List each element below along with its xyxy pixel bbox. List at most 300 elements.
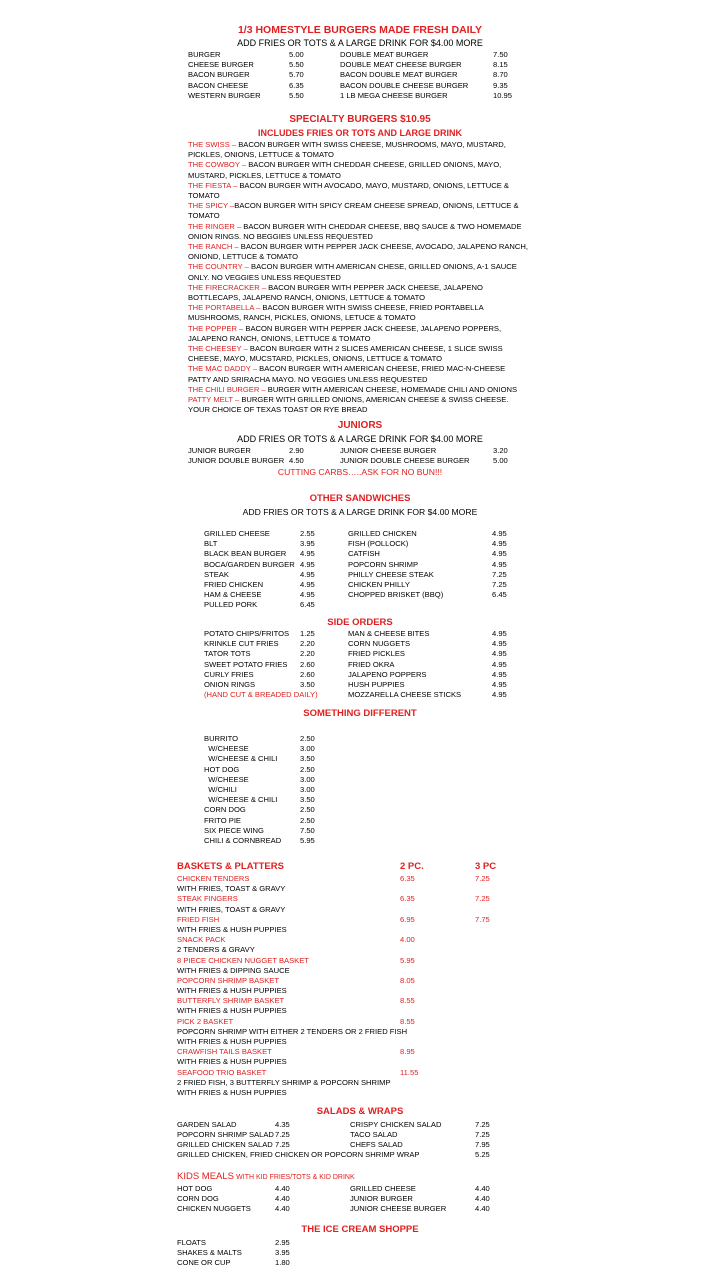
basket-row bbox=[177, 956, 517, 966]
specialty-item bbox=[188, 385, 528, 395]
sides-row bbox=[204, 639, 329, 649]
specialty-item-desc: BACON BURGER WITH SWISS CHEESE, FRIED PORTABELLA MUSHROOMS, RANCH, PICKLES, ONIONS, LETUCE & TOMATO bbox=[188, 303, 484, 323]
sandwiches-item-price: 4.95 bbox=[300, 559, 315, 569]
basket-item-desc: 2 TENDERS & GRAVY bbox=[177, 945, 255, 955]
specialty-item-name: THE CHEESEY – bbox=[188, 344, 248, 354]
salads-wrap-row bbox=[0, 1150, 720, 1160]
basket-item-name: SNACK PACK bbox=[177, 935, 226, 945]
sides-item-price: 2.20 bbox=[300, 639, 315, 649]
different-item-name: W/CHEESE & CHILI bbox=[204, 795, 278, 805]
basket-row bbox=[177, 935, 517, 945]
salads-wrap-name: GRILLED CHICKEN, FRIED CHICKEN OR POPCORN SHRIMP WRAP bbox=[177, 1150, 420, 1159]
basket-row bbox=[177, 1017, 517, 1027]
baskets-list bbox=[177, 874, 517, 1098]
basket-row bbox=[177, 915, 517, 925]
basket-item-desc: WITH FRIES & HUSH PUPPIES bbox=[177, 1037, 287, 1046]
specialty-item-name: THE COUNTRY – bbox=[188, 262, 249, 272]
sandwiches-item-price: 4.95 bbox=[300, 569, 315, 579]
specialty-item bbox=[188, 395, 528, 415]
basket-row bbox=[177, 1068, 517, 1078]
basket-item-desc: WITH FRIES & HUSH PUPPIES bbox=[177, 924, 287, 934]
different-row bbox=[204, 754, 329, 764]
kids-item-name: JUNIOR CHEESE BURGER bbox=[350, 1204, 447, 1214]
sandwiches-row bbox=[348, 549, 506, 559]
sandwiches-row bbox=[348, 529, 506, 539]
different-item-name: BURRITO bbox=[204, 734, 239, 743]
salads-row bbox=[0, 1120, 720, 1130]
homestyle-item-price: 5.50 bbox=[289, 90, 304, 100]
homestyle-item-name: DOUBLE MEAT CHEESE BURGER bbox=[340, 60, 462, 70]
sides-row bbox=[204, 670, 329, 680]
sides-item-name: JALAPENO POPPERS bbox=[348, 669, 427, 679]
specialty-title: SPECIALTY BURGERS $10.95 bbox=[289, 114, 431, 125]
juniors-item-price: 5.00 bbox=[493, 456, 508, 466]
sandwiches-item-price: 6.45 bbox=[492, 590, 507, 600]
icecream-title: THE ICE CREAM SHOPPE bbox=[301, 1224, 419, 1235]
different-title: SOMETHING DIFFERENT bbox=[303, 708, 417, 719]
different-item-name: W/CHEESE bbox=[204, 744, 249, 754]
icecream-item-price: 2.95 bbox=[275, 1238, 290, 1247]
specialty-item-name: THE FIESTA – bbox=[188, 180, 238, 190]
basket-row bbox=[177, 874, 517, 884]
different-item-name: CHILI & CORNBREAD bbox=[204, 835, 282, 845]
kids-row bbox=[0, 1184, 720, 1194]
salads-item-price: 7.95 bbox=[475, 1140, 490, 1150]
sandwiches-item-name: PHILLY CHEESE STEAK bbox=[348, 569, 434, 579]
homestyle-item-price: 5.00 bbox=[289, 50, 304, 59]
basket-item-price-3pc: 7.25 bbox=[475, 874, 490, 883]
juniors-subtitle: ADD FRIES OR TOTS & A LARGE DRINK FOR $4.00 MORE bbox=[237, 434, 483, 444]
basket-item-name: CHICKEN TENDERS bbox=[177, 874, 250, 883]
specialty-item-desc: BACON BURGER WITH AMERICAN CHEESE, FRIED MAC-N-CHEESE PATTY AND SRIRACHA MAYO. NO VEGGIES UNLESS REQUESTED bbox=[188, 364, 506, 384]
specialty-item-name: PATTY MELT – bbox=[188, 395, 240, 405]
different-item-name: SIX PIECE WING bbox=[204, 825, 264, 835]
sandwiches-item-name: STEAK bbox=[204, 569, 229, 579]
sides-item-price: 4.95 bbox=[492, 639, 507, 649]
kids-row bbox=[0, 1194, 720, 1204]
salads-wrap-price: 5.25 bbox=[475, 1150, 490, 1159]
sandwiches-item-price: 4.95 bbox=[492, 529, 507, 538]
juniors-row bbox=[0, 456, 720, 466]
different-row bbox=[204, 775, 329, 785]
different-item-name: W/CHEESE & CHILI bbox=[204, 754, 278, 764]
sides-item-price: 2.60 bbox=[300, 669, 315, 679]
kids-item-price: 4.40 bbox=[275, 1184, 290, 1193]
basket-item-price-2pc: 8.05 bbox=[400, 975, 415, 985]
sandwiches-item-name: FRIED CHICKEN bbox=[204, 579, 264, 589]
kids-item-name: HOT DOG bbox=[177, 1184, 213, 1193]
specialty-item bbox=[188, 283, 528, 303]
salads-item-price: 7.25 bbox=[275, 1130, 290, 1140]
sandwiches-item-price: 7.25 bbox=[492, 579, 507, 589]
different-item-price: 2.50 bbox=[300, 805, 315, 815]
kids-item-name: CHICKEN NUGGETS bbox=[177, 1204, 251, 1214]
sandwiches-row bbox=[348, 560, 506, 570]
sides-item-price: 2.20 bbox=[300, 649, 315, 659]
icecream-item-price: 3.95 bbox=[275, 1248, 290, 1258]
sides-item-name: ONION RINGS bbox=[204, 679, 256, 689]
different-row bbox=[204, 816, 329, 826]
basket-item-desc: WITH FRIES & HUSH PUPPIES bbox=[177, 986, 287, 996]
icecream-row bbox=[177, 1248, 302, 1258]
specialty-list bbox=[188, 140, 528, 415]
sides-item-price: 4.95 bbox=[492, 629, 507, 638]
specialty-item-name: THE POPPER – bbox=[188, 323, 244, 333]
basket-item-price-2pc: 8.95 bbox=[400, 1047, 415, 1057]
specialty-item-desc: BACON BURGER WITH AMERICAN CHESE, GRILLED ONIONS, A-1 SAUCE ONLY. NO VEGGIES UNLESS REQUESTED bbox=[188, 262, 517, 282]
icecream-item-price: 1.80 bbox=[275, 1258, 290, 1268]
salads-item-price: 7.25 bbox=[475, 1130, 490, 1140]
different-item-name: W/CHILI bbox=[204, 784, 237, 794]
sides-item-name: CURLY FRIES bbox=[204, 669, 254, 679]
specialty-item-name: THE SWISS – bbox=[188, 140, 237, 149]
specialty-item-desc: BACON BURGER WITH CHEDDAR CHEESE, GRILLED ONIONS, MAYO, MUSTARD, PICKLES, LETTUCE & TOMATO bbox=[188, 160, 502, 180]
salads-item-name: GRILLED CHICKEN SALAD bbox=[177, 1140, 273, 1150]
sides-item-name: KRINKLE CUT FRIES bbox=[204, 639, 279, 649]
homestyle-item-name: BACON CHEESE bbox=[188, 80, 249, 90]
different-item-name: FRITO PIE bbox=[204, 815, 241, 825]
different-row bbox=[204, 836, 329, 846]
juniors-note: CUTTING CARBS…..ASK FOR NO BUN!!! bbox=[277, 467, 443, 477]
sides-item-name: MOZZARELLA CHEESE STICKS bbox=[348, 690, 462, 700]
basket-item-price-2pc: 4.00 bbox=[400, 935, 415, 945]
sides-item-price: 4.95 bbox=[492, 679, 507, 689]
different-item-name: CORN DOG bbox=[204, 805, 246, 815]
juniors-item-name: JUNIOR BURGER bbox=[188, 446, 251, 455]
different-item-price: 3.00 bbox=[300, 784, 315, 794]
specialty-item-name: THE RINGER – bbox=[188, 221, 242, 231]
sandwiches-item-price: 4.95 bbox=[492, 539, 507, 549]
different-row bbox=[204, 805, 329, 815]
kids-item-price: 4.40 bbox=[475, 1204, 490, 1214]
specialty-item bbox=[188, 324, 528, 344]
homestyle-item-price: 6.35 bbox=[289, 80, 304, 90]
basket-item-desc: WITH FRIES & HUSH PUPPIES bbox=[177, 1057, 287, 1067]
specialty-item bbox=[188, 364, 528, 384]
salads-item-name: TACO SALAD bbox=[350, 1130, 398, 1140]
sandwiches-item-name: HAM & CHEESE bbox=[204, 590, 262, 600]
sides-right-list bbox=[348, 629, 506, 700]
kids-title-row bbox=[177, 1172, 355, 1183]
juniors-row bbox=[0, 446, 720, 456]
homestyle-item-price: 8.70 bbox=[493, 70, 508, 80]
salads-item-name: CHEFS SALAD bbox=[350, 1140, 403, 1150]
kids-item-price: 4.40 bbox=[475, 1194, 490, 1204]
sides-item-price: 3.50 bbox=[300, 679, 315, 689]
sides-row bbox=[348, 639, 506, 649]
different-item-price: 3.50 bbox=[300, 754, 315, 764]
different-row bbox=[204, 734, 329, 744]
homestyle-item-name: BACON DOUBLE CHEESE BURGER bbox=[340, 80, 469, 90]
sides-note: (HAND CUT & BREADED DAILY) bbox=[204, 690, 318, 699]
sandwiches-item-price: 7.25 bbox=[492, 569, 507, 579]
sandwiches-row bbox=[204, 560, 329, 570]
sandwiches-row bbox=[348, 590, 506, 600]
sides-item-price: 4.95 bbox=[492, 669, 507, 679]
sandwiches-item-name: FISH (POLLOCK) bbox=[348, 539, 409, 549]
sides-item-name: POTATO CHIPS/FRITOS bbox=[204, 629, 290, 638]
homestyle-item-name: BACON BURGER bbox=[188, 70, 250, 80]
sandwiches-item-name: GRILLED CHICKEN bbox=[348, 529, 417, 538]
different-item-price: 3.00 bbox=[300, 774, 315, 784]
specialty-item bbox=[188, 140, 528, 160]
different-item-price: 7.50 bbox=[300, 825, 315, 835]
baskets-col-2pc: 2 PC. bbox=[400, 861, 424, 872]
sandwiches-right-list bbox=[348, 529, 506, 600]
sandwiches-item-name: BLT bbox=[204, 539, 218, 549]
juniors-item-price: 3.20 bbox=[493, 446, 508, 455]
sides-item-name: MAN & CHEESE BITES bbox=[348, 629, 430, 638]
homestyle-subtitle: ADD FRIES OR TOTS & A LARGE DRINK FOR $4.00 MORE bbox=[237, 38, 483, 48]
juniors-title: JUNIORS bbox=[337, 420, 383, 431]
sides-item-price: 1.25 bbox=[300, 629, 315, 638]
sandwiches-item-price: 2.55 bbox=[300, 529, 315, 538]
homestyle-item-name: BACON DOUBLE MEAT BURGER bbox=[340, 70, 458, 80]
salads-row bbox=[0, 1130, 720, 1140]
specialty-item bbox=[188, 262, 528, 282]
kids-item-price: 4.40 bbox=[275, 1194, 290, 1204]
sandwiches-item-price: 4.95 bbox=[300, 549, 315, 559]
basket-item-price-2pc: 6.35 bbox=[400, 894, 415, 904]
sides-row bbox=[204, 680, 329, 690]
different-row bbox=[204, 785, 329, 795]
homestyle-item-price: 10.95 bbox=[493, 90, 513, 100]
sandwiches-item-name: CHICKEN PHILLY bbox=[348, 579, 410, 589]
basket-item-name: BUTTERFLY SHRIMP BASKET bbox=[177, 996, 285, 1006]
sides-row bbox=[348, 690, 506, 700]
basket-row bbox=[177, 1047, 517, 1057]
different-item-price: 5.95 bbox=[300, 835, 315, 845]
different-row bbox=[204, 795, 329, 805]
sandwiches-item-name: POPCORN SHRIMP bbox=[348, 559, 419, 569]
basket-item-desc: POPCORN SHRIMP WITH EITHER 2 TENDERS OR 2 FRIED FISH bbox=[177, 1026, 408, 1036]
homestyle-row bbox=[0, 81, 720, 91]
basket-item-desc: WITH FRIES & DIPPING SAUCE bbox=[177, 965, 290, 975]
different-list bbox=[204, 734, 329, 846]
icecream-item-name: SHAKES & MALTS bbox=[177, 1248, 242, 1258]
sandwiches-row bbox=[348, 580, 506, 590]
specialty-item-desc: BACON BURGER WITH SPICY CREAM CHEESE SPREAD, ONIONS, LETTUCE & TOMATO bbox=[188, 201, 519, 221]
icecream-item-name: CONE OR CUP bbox=[177, 1258, 231, 1268]
different-item-price: 3.50 bbox=[300, 795, 315, 805]
homestyle-row bbox=[0, 60, 720, 70]
specialty-item-desc: BACON BURGER WITH PEPPER JACK CHEESE, JALAPENO BOTTLECAPS, JALAPENO RANCH, ONIONS, LETTUCE & TOMATO bbox=[188, 282, 483, 303]
basket-item-desc: 2 FRIED FISH, 3 BUTTERFLY SHRIMP & POPCORN SHRIMP bbox=[177, 1077, 391, 1087]
basket-item-name: FRIED FISH bbox=[177, 914, 220, 924]
sides-row bbox=[204, 649, 329, 659]
sandwiches-item-price: 4.95 bbox=[492, 549, 507, 559]
kids-item-price: 4.40 bbox=[475, 1184, 490, 1193]
basket-item-price-3pc: 7.75 bbox=[475, 914, 490, 924]
basket-item-name: PICK 2 BASKET bbox=[177, 1016, 234, 1026]
juniors-list bbox=[0, 446, 720, 466]
basket-item-price-3pc: 7.25 bbox=[475, 894, 490, 904]
sides-row bbox=[348, 660, 506, 670]
icecream-item-name: FLOATS bbox=[177, 1238, 206, 1247]
sandwiches-row bbox=[204, 600, 329, 610]
kids-title: KIDS MEALS bbox=[177, 1171, 235, 1182]
salads-item-name: CRISPY CHICKEN SALAD bbox=[350, 1120, 442, 1129]
basket-item-name: STEAK FINGERS bbox=[177, 894, 238, 904]
basket-item-price-2pc: 11.55 bbox=[400, 1067, 419, 1077]
homestyle-item-price: 5.50 bbox=[289, 60, 304, 70]
icecream-row bbox=[177, 1238, 302, 1248]
sandwiches-subtitle: ADD FRIES OR TOTS & A LARGE DRINK FOR $4.00 MORE bbox=[242, 507, 478, 517]
homestyle-row bbox=[0, 70, 720, 80]
sandwiches-item-price: 4.95 bbox=[300, 590, 315, 600]
juniors-item-name: JUNIOR CHEESE BURGER bbox=[340, 446, 437, 455]
basket-item-name: 8 PIECE CHICKEN NUGGET BASKET bbox=[177, 955, 309, 965]
sides-row bbox=[348, 629, 506, 639]
homestyle-item-price: 7.50 bbox=[493, 50, 508, 59]
sides-item-name: FRIED OKRA bbox=[348, 659, 395, 669]
specialty-item bbox=[188, 344, 528, 364]
specialty-item-desc: BACON BURGER WITH PEPPER JACK CHEESE, AVOCADO, JALAPENO RANCH, ONIOND, LETTUCE & TOMATO bbox=[188, 242, 528, 262]
sides-item-name: TATOR TOTS bbox=[204, 649, 251, 659]
sandwiches-row bbox=[348, 539, 506, 549]
different-item-name: W/CHEESE bbox=[204, 774, 249, 784]
specialty-item bbox=[188, 303, 528, 323]
salads-list bbox=[0, 1120, 720, 1151]
basket-item-desc: WITH FRIES & HUSH PUPPIES bbox=[177, 1087, 287, 1097]
sides-row bbox=[348, 680, 506, 690]
different-item-price: 2.50 bbox=[300, 734, 315, 743]
specialty-item-desc: BACON BURGER WITH PEPPER JACK CHEESE, JALAPENO POPPERS, JALAPENO RANCH, ONIONS, LETTUCE & TOMATO bbox=[188, 323, 502, 343]
salads-item-name: GARDEN SALAD bbox=[177, 1120, 237, 1129]
basket-item-name: POPCORN SHRIMP BASKET bbox=[177, 975, 279, 985]
specialty-item-desc: BURGER WITH GRILLED ONIONS, AMERICAN CHEESE & SWISS CHEESE. YOUR CHOICE OF TEXAS TOAST OR RYE BREAD bbox=[188, 395, 509, 415]
basket-row bbox=[177, 996, 517, 1006]
sandwiches-row bbox=[204, 580, 329, 590]
basket-item-price-2pc: 5.95 bbox=[400, 955, 415, 965]
salads-item-price: 7.25 bbox=[475, 1120, 490, 1129]
kids-subtitle: WITH KID FRIES/TOTS & KID DRINK bbox=[236, 1174, 355, 1181]
sandwiches-item-price: 4.95 bbox=[492, 559, 507, 569]
basket-row bbox=[177, 976, 517, 986]
sandwiches-row bbox=[204, 590, 329, 600]
juniors-item-price: 2.90 bbox=[289, 446, 304, 455]
sides-item-name: CORN NUGGETS bbox=[348, 639, 411, 649]
sides-item-name: FRIED PICKLES bbox=[348, 649, 405, 659]
kids-row bbox=[0, 1204, 720, 1214]
sides-row bbox=[204, 660, 329, 670]
sides-row bbox=[348, 649, 506, 659]
sides-item-name: SWEET POTATO FRIES bbox=[204, 659, 288, 669]
homestyle-item-price: 8.15 bbox=[493, 60, 508, 70]
sandwiches-item-name: CHOPPED BRISKET (BBQ) bbox=[348, 590, 444, 600]
kids-item-name: JUNIOR BURGER bbox=[350, 1194, 413, 1204]
juniors-item-name: JUNIOR DOUBLE BURGER bbox=[188, 456, 285, 466]
homestyle-row bbox=[0, 91, 720, 101]
homestyle-list bbox=[0, 50, 720, 101]
specialty-item-name: THE COWBOY – bbox=[188, 160, 247, 170]
homestyle-item-name: 1 LB MEGA CHEESE BURGER bbox=[340, 90, 448, 100]
specialty-item bbox=[188, 160, 528, 180]
specialty-item-desc: BACON BURGER WITH CHEDDAR CHEESE, BBQ SAUCE & TWO HOMEMADE ONION RINGS. NO BEGGIES UNLESS REQUESTED bbox=[188, 221, 522, 241]
basket-item-desc: WITH FRIES, TOAST & GRAVY bbox=[177, 904, 286, 914]
homestyle-item-name: BURGER bbox=[188, 50, 221, 59]
homestyle-item-name: WESTERN BURGER bbox=[188, 90, 261, 100]
kids-item-price: 4.40 bbox=[275, 1204, 290, 1214]
kids-item-name: CORN DOG bbox=[177, 1194, 219, 1204]
sandwiches-left-list bbox=[204, 529, 329, 611]
baskets-title: BASKETS & PLATTERS bbox=[177, 861, 284, 872]
specialty-item-name: THE RANCH – bbox=[188, 242, 239, 252]
specialty-item-desc: BACON BURGER WITH AVOCADO, MAYO, MUSTARD, ONIONS, LETTUCE & TOMATO bbox=[188, 180, 509, 201]
specialty-item bbox=[188, 181, 528, 201]
sides-row bbox=[204, 629, 329, 639]
basket-item-price-2pc: 6.35 bbox=[400, 874, 415, 883]
salads-item-price: 7.25 bbox=[275, 1140, 290, 1150]
basket-item-price-2pc: 8.55 bbox=[400, 996, 415, 1006]
sandwiches-item-price: 4.95 bbox=[300, 579, 315, 589]
specialty-item bbox=[188, 222, 528, 242]
different-row bbox=[204, 826, 329, 836]
sandwiches-item-name: BLACK BEAN BURGER bbox=[204, 549, 287, 559]
homestyle-row bbox=[0, 50, 720, 60]
specialty-item-desc: BACON BURGER WITH SWISS CHEESE, MUSHROOMS, MAYO, MUSTARD, PICKLES, ONIONS, LETTUCE & TOMATO bbox=[188, 140, 506, 160]
sandwiches-item-price: 3.95 bbox=[300, 539, 315, 549]
specialty-item-name: THE PORTABELLA – bbox=[188, 303, 261, 313]
different-item-price: 2.50 bbox=[300, 815, 315, 825]
homestyle-title: 1/3 HOMESTYLE BURGERS MADE FRESH DAILY bbox=[237, 24, 483, 36]
salads-item-price: 4.35 bbox=[275, 1120, 290, 1129]
juniors-item-price: 4.50 bbox=[289, 456, 304, 466]
sandwiches-row bbox=[204, 570, 329, 580]
different-row bbox=[204, 744, 329, 754]
sides-item-price: 2.60 bbox=[300, 659, 315, 669]
sandwiches-row bbox=[204, 539, 329, 549]
kids-item-name: GRILLED CHEESE bbox=[350, 1184, 416, 1193]
different-item-price: 3.00 bbox=[300, 744, 315, 754]
basket-item-name: CRAWFISH TAILS BASKET bbox=[177, 1047, 272, 1057]
different-item-price: 2.50 bbox=[300, 764, 315, 774]
sandwiches-item-name: CATFISH bbox=[348, 549, 380, 559]
salads-title: SALADS & WRAPS bbox=[316, 1106, 404, 1117]
sandwiches-title: OTHER SANDWICHES bbox=[309, 493, 411, 504]
sides-title: SIDE ORDERS bbox=[327, 617, 393, 628]
sandwiches-item-name: GRILLED CHEESE bbox=[204, 529, 270, 538]
specialty-item-name: THE CHILI BURGER – bbox=[188, 384, 266, 394]
sandwiches-item-price: 6.45 bbox=[300, 600, 315, 610]
basket-item-desc: WITH FRIES, TOAST & GRAVY bbox=[177, 884, 286, 894]
specialty-item bbox=[188, 201, 528, 221]
specialty-item-desc: BURGER WITH AMERICAN CHEESE, HOMEMADE CHILI AND ONIONS bbox=[265, 384, 518, 394]
specialty-item-name: THE SPICY – bbox=[188, 201, 235, 211]
icecream-list bbox=[177, 1238, 302, 1269]
sides-item-price: 4.95 bbox=[492, 649, 507, 659]
basket-item-name: SEAFOOD TRIO BASKET bbox=[177, 1067, 267, 1077]
homestyle-item-price: 9.35 bbox=[493, 80, 508, 90]
homestyle-item-name: CHEESE BURGER bbox=[188, 60, 254, 70]
basket-item-desc: WITH FRIES & HUSH PUPPIES bbox=[177, 1006, 287, 1016]
baskets-col-3pc: 3 PC bbox=[475, 861, 497, 872]
different-row bbox=[204, 765, 329, 775]
sandwiches-row bbox=[204, 529, 329, 539]
different-item-name: HOT DOG bbox=[204, 764, 240, 774]
sandwiches-item-name: PULLED PORK bbox=[204, 600, 258, 610]
specialty-subtitle: INCLUDES FRIES OR TOTS AND LARGE DRINK bbox=[257, 128, 462, 138]
basket-row bbox=[177, 894, 517, 904]
sandwiches-row bbox=[348, 570, 506, 580]
specialty-item-name: THE FIRECRACKER – bbox=[188, 282, 267, 292]
specialty-item bbox=[188, 242, 528, 262]
kids-list bbox=[0, 1184, 720, 1215]
homestyle-item-price: 5.70 bbox=[289, 70, 304, 80]
juniors-item-name: JUNIOR DOUBLE CHEESE BURGER bbox=[340, 456, 470, 466]
icecream-row bbox=[177, 1258, 302, 1268]
sides-item-price: 4.95 bbox=[492, 690, 507, 700]
